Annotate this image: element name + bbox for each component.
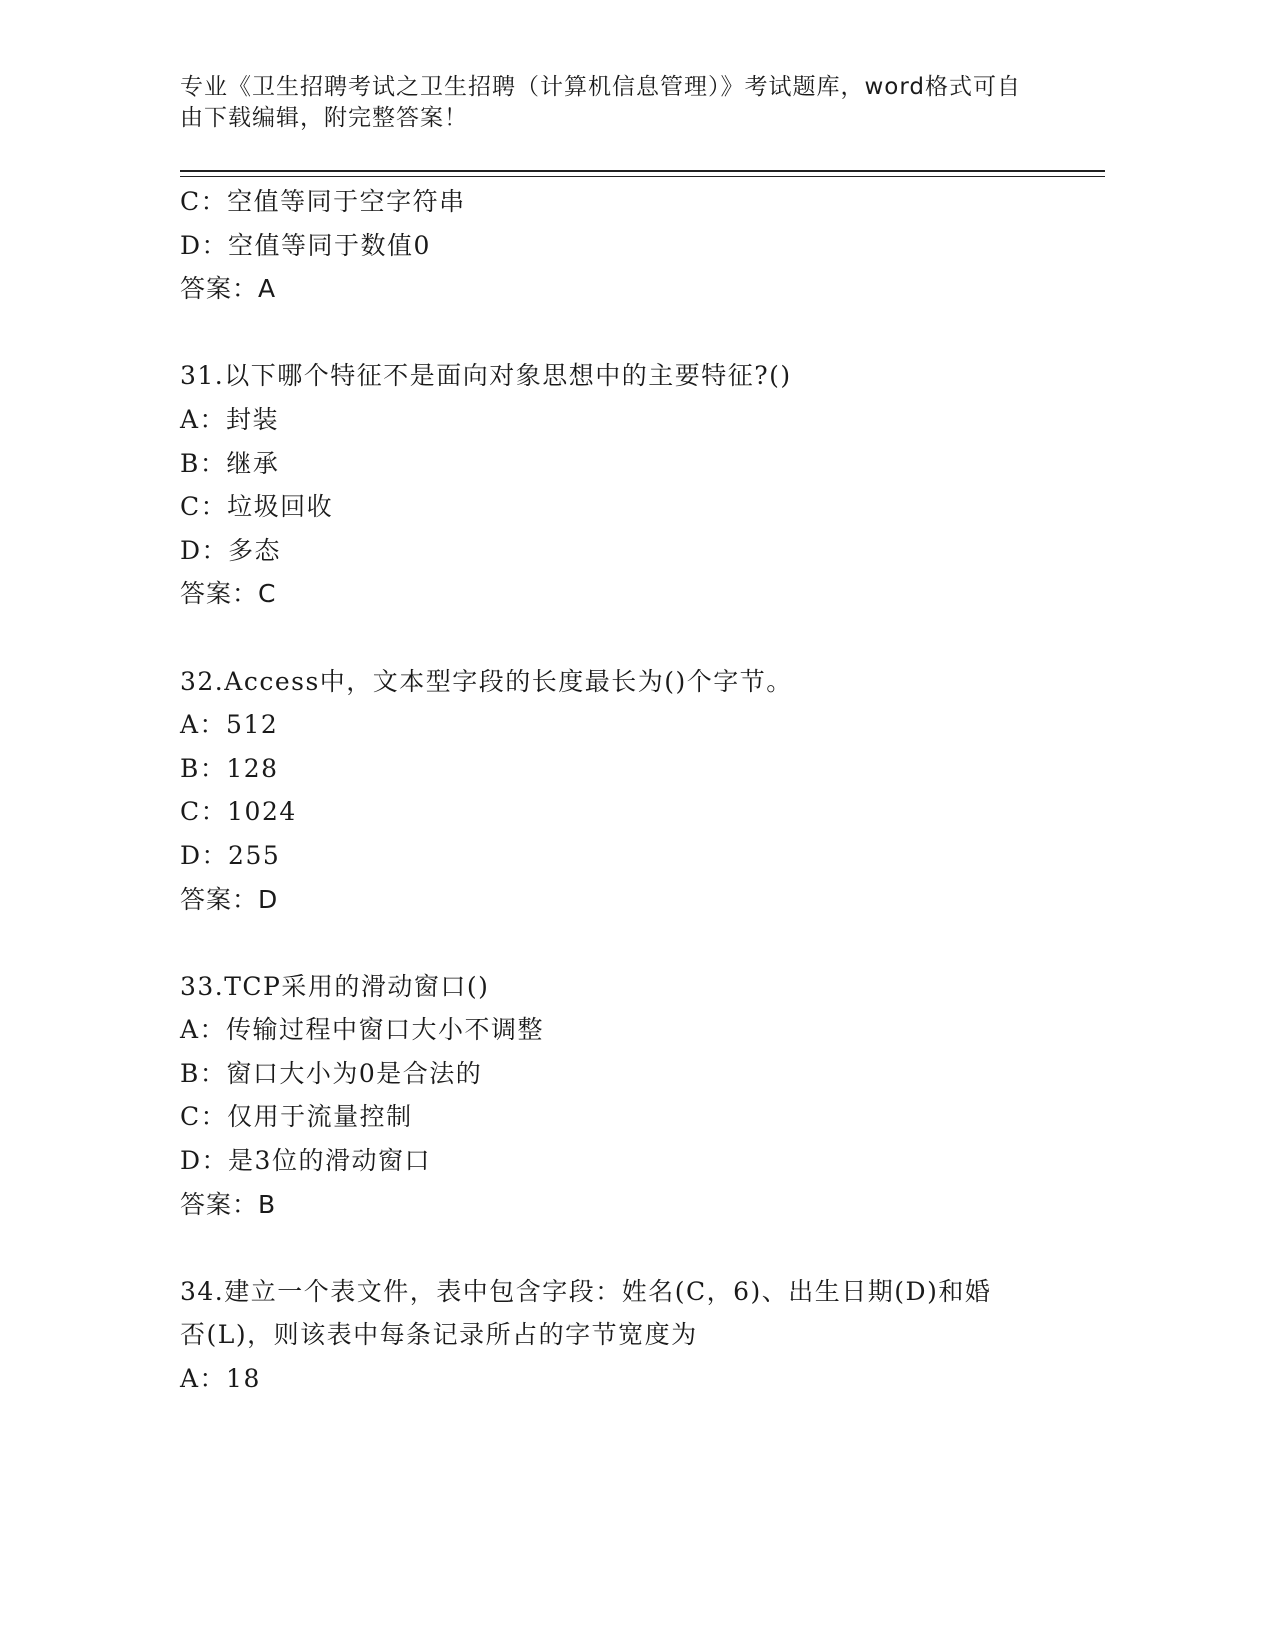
option-b: B：继承	[180, 448, 280, 478]
option-b: B：窗口大小为0是合法的	[180, 1058, 483, 1088]
option-c: C：空值等同于空字符串	[180, 187, 466, 216]
answer-label: 答案：C	[180, 579, 277, 609]
option-b: B：128	[180, 753, 279, 783]
question-block-33	[180, 965, 1050, 1227]
header-rule-thick	[180, 170, 1105, 172]
option-c: C：仅用于流量控制	[180, 1102, 413, 1132]
document-header	[180, 72, 1040, 134]
question-text: 32.Access中，文本型字段的长度最长为()个字节。	[180, 666, 793, 696]
option-a: A：512	[180, 710, 279, 740]
answer-label: 答案：A	[180, 274, 277, 304]
answer-label: 答案：D	[180, 884, 279, 914]
question-text-line-1: 34.建立一个表文件，表中包含字段：姓名(C，6)、出生日期(D)和婚	[180, 1276, 992, 1306]
question-block-34	[180, 1270, 1050, 1401]
question-block-31	[180, 354, 1050, 616]
option-a: A：18	[180, 1364, 261, 1394]
question-block-30	[180, 180, 1050, 311]
option-a: A：封装	[180, 404, 280, 434]
header-line-2: 由下载编辑，附完整答案！	[180, 105, 468, 131]
option-d: D：多态	[180, 535, 282, 565]
header-rule-thin	[180, 176, 1105, 177]
question-list	[180, 180, 1050, 1401]
answer-label: 答案：B	[180, 1189, 277, 1219]
option-d: D：255	[180, 840, 281, 870]
question-text: 33.TCP采用的滑动窗口()	[180, 971, 490, 1001]
question-text-line-2: 否(L)，则该表中每条记录所占的字节宽度为	[180, 1320, 698, 1350]
header-line-1: 专业《卫生招聘考试之卫生招聘（计算机信息管理）》考试题库，word格式可自	[180, 74, 1022, 100]
option-d: D：空值等同于数值0	[180, 230, 431, 260]
option-c: C：1024	[180, 797, 297, 827]
question-block-32	[180, 660, 1050, 922]
question-text: 31.以下哪个特征不是面向对象思想中的主要特征?()	[180, 361, 792, 391]
option-c: C：垃圾回收	[180, 492, 334, 522]
option-a: A：传输过程中窗口大小不调整	[180, 1015, 545, 1045]
option-d: D：是3位的滑动窗口	[180, 1146, 431, 1176]
